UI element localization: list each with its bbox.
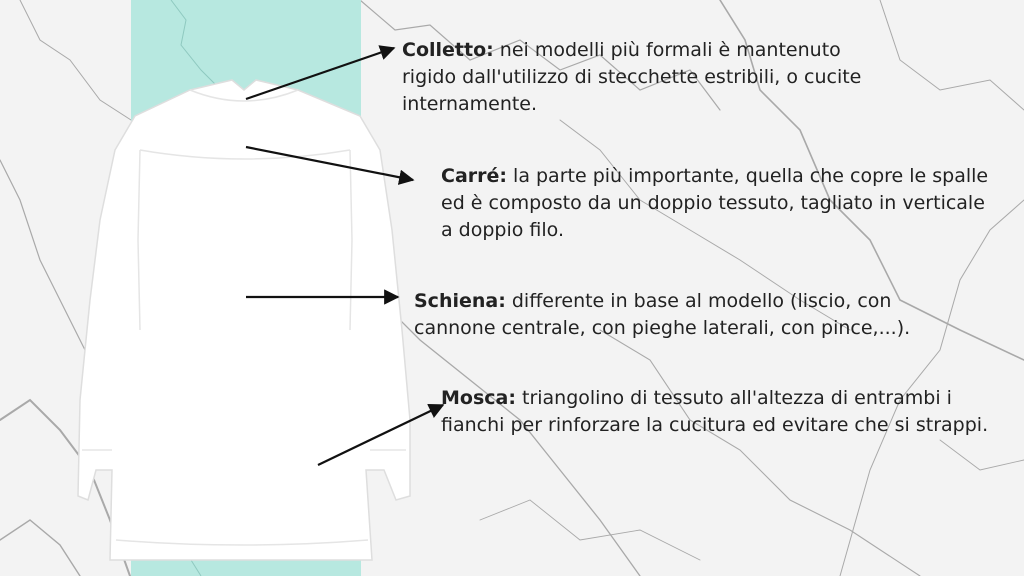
annotation-term: Mosca: xyxy=(441,387,516,409)
arrow-colletto xyxy=(246,48,394,99)
annotation-mosca xyxy=(441,385,1001,439)
annotation-term: Colletto: xyxy=(402,39,494,61)
annotation-text: la parte più importante, quella che copre le spalle ed è composto da un doppio tessuto, tagliato in verticale a doppio filo. xyxy=(441,165,989,241)
annotation-text: nei modelli più formali è mantenuto rigido dall'utilizzo di stecchette estribili, o cucite internamente. xyxy=(402,39,862,115)
annotation-text: differente in base al modello (liscio, con cannone centrale, con pieghe laterali, con pince,...). xyxy=(414,290,911,339)
annotation-carre xyxy=(441,163,1001,244)
annotation-term: Carré: xyxy=(441,165,507,187)
arrow-carre xyxy=(246,147,413,180)
annotation-schiena xyxy=(414,288,974,342)
annotation-text: triangolino di tessuto all'altezza di entrambi i fianchi per rinforzare la cucitura ed evitare che si strappi. xyxy=(441,387,989,436)
arrow-mosca xyxy=(318,405,443,465)
annotation-term: Schiena: xyxy=(414,290,506,312)
annotation-colletto xyxy=(402,37,872,118)
